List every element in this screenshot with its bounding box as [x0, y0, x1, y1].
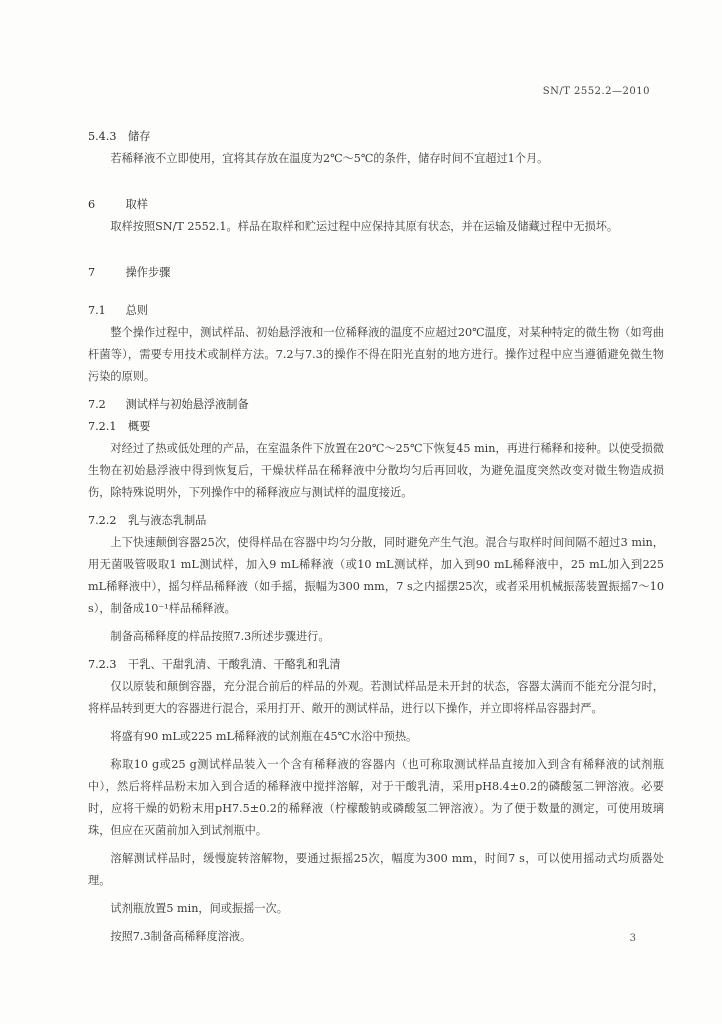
section-heading-7-2-3 — [88, 654, 664, 676]
paragraph: 按照7.3制备高稀释度溶液。 — [110, 930, 252, 943]
paragraph: 溶解测试样品时，缓慢旋转溶解物，要通过振摇25次，幅度为300 mm，时间7 s，可以使用摇动式均质器处理。 — [88, 852, 664, 887]
section-title: 储存 — [128, 130, 151, 143]
section-title: 操作步骤 — [125, 266, 171, 279]
paragraph: 整个操作过程中，测试样品、初始悬浮液和一位稀释液的温度不应超过20℃温度，对某种特定的微生物（如弯曲杆菌等），需要专用技术或制样方法。7.2与7.3的操作不得在阳光直射的地方进行。操作过程中应当遵循避免微生物污染的原则。 — [88, 326, 664, 383]
section-number: 7.1 — [88, 304, 106, 317]
paragraph: 将盛有90 mL或225 mL稀释液的试剂瓶在45℃水浴中预热。 — [110, 730, 418, 743]
section-number: 7.2.1 — [88, 420, 117, 433]
section-number: 7 — [88, 266, 96, 279]
paragraph: 制备高稀释度的样品按照7.3所述步骤进行。 — [110, 630, 330, 643]
page-number: 3 — [629, 933, 636, 944]
section-number: 7.2.2 — [88, 514, 117, 527]
paragraph: 上下快速颠倒容器25次，使得样品在容器中均匀分散，同时避免产生气泡。混合与取样时间间隔不超过3 min，用无菌吸管吸取1 mL测试样，加入9 mL稀释液（或10 mL测试样，加入到90 mL稀释液中，25 mL加入到225 mL稀释液中），摇匀样品稀释液（如手摇，振幅为300 mm，7 s之内摇摆25次，或者采用机械振荡装置振摇7～10 s），制备成10⁻¹样品稀释液。 — [88, 536, 664, 615]
paragraph: 取样按照SN/T 2552.1。样品在取样和贮运过程中应保持其原有状态，并在运输及储藏过程中无损坏。 — [110, 220, 619, 233]
paragraph: 仅以原装和颠倒容器，充分混合前后的样品的外观。若测试样品是未开封的状态，容器太满而不能充分混匀时，将样品转到更大的容器进行混合，采用打开、敞开的测试样品，进行以下操作，并立即将样品容器封严。 — [88, 680, 664, 715]
standard-code: SN/T 2552.2—2010 — [542, 86, 650, 97]
section-heading-5-4-3 — [88, 126, 664, 148]
section-number: 5.4.3 — [88, 130, 117, 143]
section-heading-7-2 — [88, 394, 664, 416]
section-title: 取样 — [125, 198, 148, 211]
section-title: 干乳、干甜乳清、干酸乳清、干酪乳和乳清 — [128, 658, 341, 671]
section-heading-7-2-2 — [88, 510, 664, 532]
section-heading-7-1 — [88, 300, 664, 322]
section-title: 乳与液态乳制品 — [128, 514, 207, 527]
section-number: 7.2.3 — [88, 658, 117, 671]
section-number: 6 — [88, 198, 96, 211]
section-heading-7-2-1 — [88, 416, 664, 438]
section-title: 概要 — [128, 420, 151, 433]
section-number: 7.2 — [88, 398, 106, 411]
document-body — [88, 126, 664, 954]
paragraph: 试剂瓶放置5 min，间或振摇一次。 — [110, 902, 288, 915]
section-title: 总则 — [125, 304, 148, 317]
paragraph: 若稀释液不立即使用，宜将其存放在温度为2℃～5℃的条件，储存时间不宜超过1个月。 — [110, 152, 549, 165]
paragraph: 称取10 g或25 g测试样品装入一个含有稀释液的容器内（也可称取测试样品直接加入到含有稀释液的试剂瓶中），然后将样品粉末加入到合适的稀释液中搅拌溶解，对于干酸乳清，采用pH8.4±0.2的磷酸氢二钾溶液。必要时，应将干燥的奶粉末用pH7.5±0.2的稀释液（柠檬酸钠或磷酸氢二钾溶液）。为了便于数量的测定，可使用玻璃珠，但应在灭菌前加入到试剂瓶中。 — [88, 758, 664, 837]
section-title: 测试样与初始悬浮液制备 — [125, 398, 249, 411]
paragraph: 对经过了热或低处理的产品，在室温条件下放置在20℃～25℃下恢复45 min，再进行稀释和接种。以使受损微生物在初始悬浮液中得到恢复后，干燥状样品在稀释液中分散均匀后再回收，为避免温度突然改变对微生物造成损伤，除特殊说明外，下列操作中的稀释液应与测试样的温度接近。 — [88, 442, 664, 499]
section-heading-7 — [88, 262, 664, 284]
section-heading-6 — [88, 194, 664, 216]
